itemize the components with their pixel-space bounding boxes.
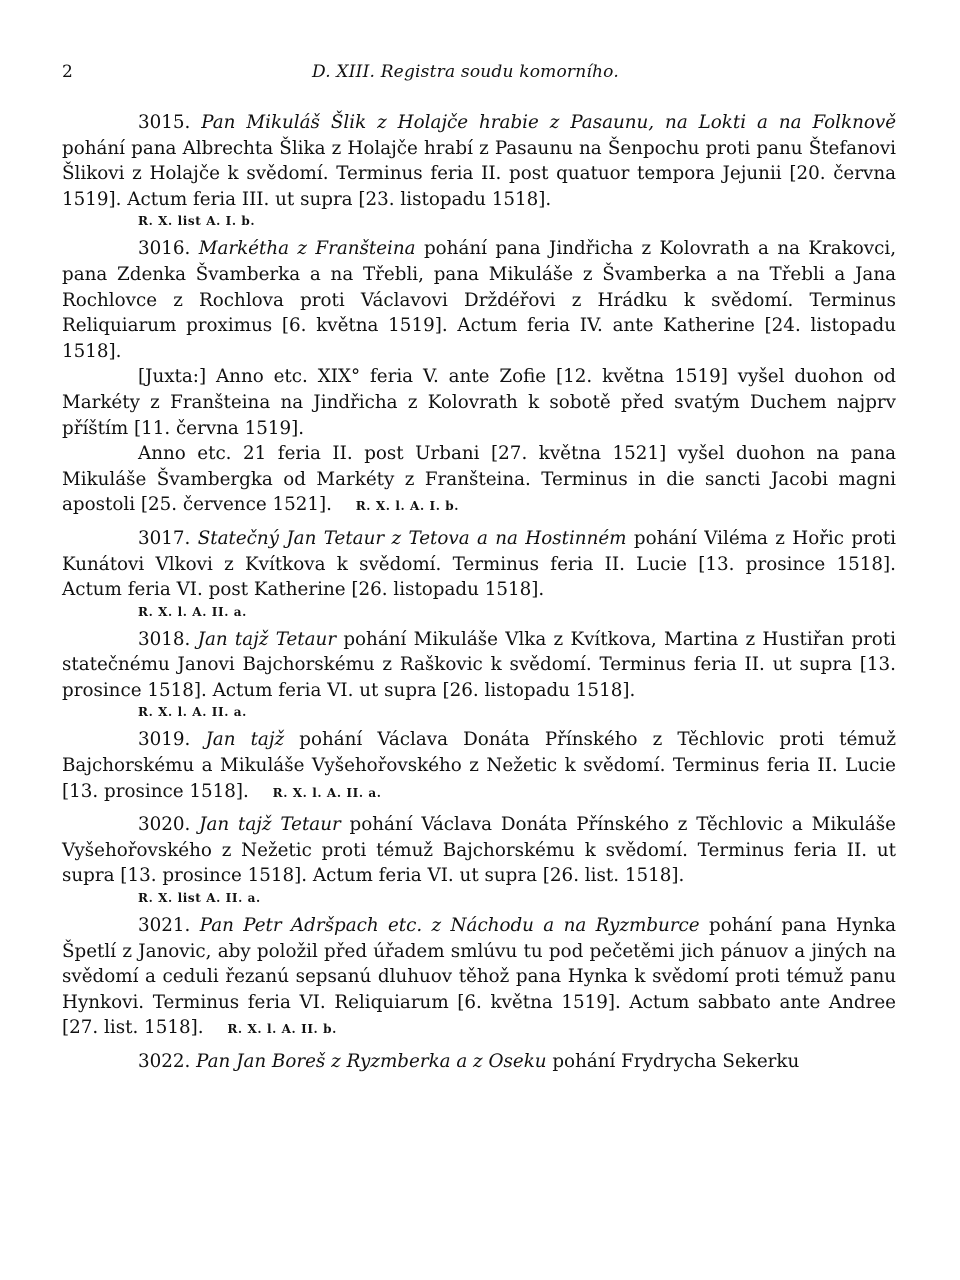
entry-3022: [62, 1049, 896, 1075]
entry-title: Jan tajž: [205, 729, 285, 751]
entry-number: 3022.: [138, 1051, 191, 1072]
entry-number: 3019.: [138, 729, 191, 751]
entry-text: pohání Václava Donáta Přínského z Těchlovic a Mikuláše Vyšehořovského z Nežetic proti témuž Bajchorskému k svědomí. Terminus feria II. ut supra [13. prosince 1518]. Actum feria VI. ut supra [26. list. 1518].: [62, 814, 896, 887]
entry-title: Jan tajž Tetaur: [197, 628, 337, 650]
entry-note: Anno etc. 21 feria II. post Urbani [27. května 1521] vyšel duohon na pana Mikuláše Švambergka od Markéty z Franšteina. Terminus in die sancti Jacobi magni apostoli [25. července 1521].: [62, 443, 896, 516]
entry-number: 3018.: [138, 628, 191, 650]
entry-3018: [62, 627, 896, 722]
entry-3019: [62, 727, 896, 806]
archive-signature: R. X. list A. II. a.: [138, 891, 261, 906]
document-body: [62, 110, 896, 1081]
entry-number: 3017.: [138, 527, 191, 549]
archive-signature: R. X. l. A. II. a.: [138, 705, 247, 720]
entry-title: Statečný Jan Tetaur z Tetova a na Hostinném: [197, 527, 627, 549]
archive-signature: R. X. l. A. II. b.: [227, 1022, 337, 1037]
entry-3016: [62, 236, 896, 520]
entry-3020: [62, 812, 896, 907]
entry-3015: [62, 110, 896, 230]
running-title: D. XIII. Registra soudu komorního.: [312, 62, 619, 82]
archive-signature: R. X. l. A. II. a.: [138, 604, 247, 619]
entry-number: 3021.: [138, 915, 191, 937]
entry-title: Pan Petr Adršpach etc. z Náchodu a na Ryzmburce: [199, 915, 700, 937]
page-number: 2: [62, 62, 73, 82]
entry-number: 3016.: [138, 238, 191, 260]
entry-number: 3020.: [138, 814, 191, 836]
entry-text: pohání pana Hynka Špetlí z Janovic, aby položil před úřadem smlúvu tu pod pečetěmi jich pánuov a jiných na svědomí a ceduli řezanú sepsanú dluhuov těhož pana Hynka k svědomí proti témuž panu Hynkovi. Terminus feria VI. Reliquiarum [6. května 1519]. Actum sabbato ante Andree [27. list. 1518].: [62, 915, 897, 1039]
entry-text: pohání pana Albrechta Šlika z Holajče hrabí z Pasaunu na Šenpochu proti panu Štefanovi Šlikovi z Holajče k svědomí. Terminus feria II. post quatuor tempora Jejunii [20. června 1519]. Actum feria III. ut supra [23. listopadu 1518].: [62, 137, 896, 210]
entry-text: pohání Frydrycha Sekerku: [552, 1051, 800, 1072]
entry-title: Markétha z Franšteina: [198, 238, 416, 260]
entry-number: 3015.: [138, 112, 191, 133]
entry-title: Pan Jan Boreš z Ryzmberka a z Oseku: [196, 1051, 547, 1072]
archive-signature: R. X. l. A. II. a.: [272, 785, 382, 800]
entry-note: [Juxta:] Anno etc. XIX° feria V. ante Zofie [12. května 1519] vyšel duohon od Markéty z Franšteina na Jindřicha z Kolovrath k sobotě před svatým Duchem najprv příštím [11. června 1519].: [62, 366, 896, 439]
entry-text: pohání Viléma z Hořic proti Kunátovi Vlkovi z Kvítkova k svědomí. Terminus feria II. Lucie [13. prosince 1518]. Actum feria VI. post Katherine [26. listopadu 1518].: [62, 527, 897, 601]
entry-text: pohání Václava Donáta Přínského z Těchlovic proti témuž Bajchorskému a Mikuláše Vyšehořovského z Nežetic k svědomí. Terminus feria II. Lucie [13. prosince 1518].: [62, 729, 897, 802]
entry-text: pohání Mikuláše Vlka z Kvítkova, Martina z Hustiřan proti statečnému Janovi Bajchorskému z Raškovic k svědomí. Terminus feria II. ut supra [13. prosince 1518]. Actum feria VI. ut supra [26. listopadu 1518].: [62, 628, 897, 701]
archive-signature: R. X. list A. I. b.: [138, 214, 256, 229]
page-header: [62, 62, 890, 90]
entry-title: Jan tajž Tetaur: [199, 814, 341, 836]
entry-3017: [62, 526, 896, 621]
entry-text: pohání pana Jindřicha z Kolovrath a na Krakovci, pana Zdenka Švamberka a na Třebli, pana Mikuláše z Švamberka a na Třebli a Jana Rochlovce z Rochlova proti Václavovi Drždéřovi z Hrádku k svědomí. Terminus Reliquiarum proximus [6. května 1519]. Actum feria IV. ante Katherine [24. listopadu 1518].: [62, 238, 896, 362]
entry-title: Pan Mikuláš Šlik z Holajče hrabie z Pasaunu, na Lokti a na Folknově: [201, 112, 897, 133]
entry-3021: [62, 913, 896, 1043]
archive-signature: R. X. l. A. I. b.: [355, 499, 460, 514]
